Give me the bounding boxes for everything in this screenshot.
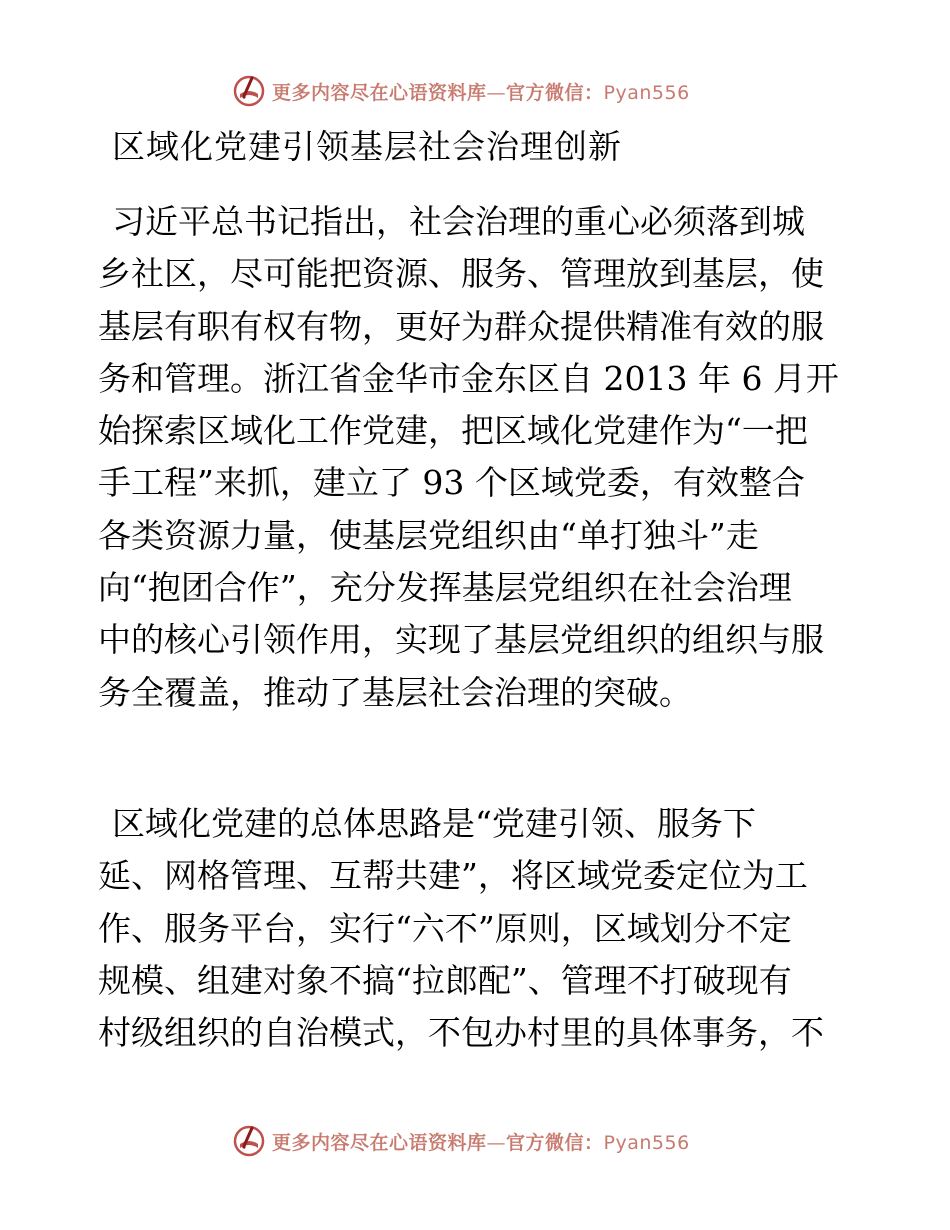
text-line: 作、服务平台，实行“六不”原则，区域划分不定 [98, 908, 792, 948]
watermark-main: 更多内容尽在心语资料库 [272, 1131, 487, 1154]
watermark-label: 官方微信： [506, 81, 604, 104]
paragraph-2 [98, 798, 858, 1059]
watermark-label: 官方微信： [506, 1131, 604, 1154]
watermark-text [272, 78, 690, 105]
book-quill-logo-icon [232, 74, 266, 108]
text-line: 各类资源力量，使基层党组织由“单打独斗”走 [98, 515, 759, 555]
watermark-main: 更多内容尽在心语资料库 [272, 81, 487, 104]
text-line: 务全覆盖，推动了基层社会治理的突破。 [98, 672, 692, 712]
text-line: 习近平总书记指出，社会治理的重心必须落到城 [112, 202, 805, 241]
text-line: 区域化党建的总体思路是“党建引领、服务下 [112, 804, 756, 843]
watermark-separator: — [486, 1131, 507, 1154]
watermark-account: Pyan556 [603, 1131, 690, 1154]
text-line: 村级组织的自治模式，不包办村里的具体事务，不 [98, 1013, 824, 1053]
text-line: 向“抱团合作”，充分发挥基层党组织在社会治理 [98, 568, 792, 608]
book-quill-logo-icon [232, 1124, 266, 1158]
watermark-account: Pyan556 [603, 81, 690, 104]
text-line: 乡社区，尽可能把资源、服务、管理放到基层，使 [98, 254, 824, 294]
text-line: 延、网格管理、互帮共建”，将区域党委定位为工 [98, 856, 808, 896]
document-title: 区域化党建引领基层社会治理创新 [112, 127, 622, 166]
paragraph-1 [98, 196, 858, 719]
watermark-separator: — [486, 81, 507, 104]
text-line: 中的核心引领作用，实现了基层党组织的组织与服 [98, 620, 824, 660]
watermark-text [272, 1128, 690, 1155]
text-line: 规模、组建对象不搞“拉郎配”、管理不打破现有 [98, 960, 792, 1000]
text-line: 务和管理。浙江省金华市金东区自 2013 年 6 月开 [98, 358, 839, 398]
text-line: 始探索区域化工作党建，把区域化党建作为“一把 [98, 411, 808, 451]
text-line: 手工程”来抓，建立了 93 个区域党委，有效整合 [98, 463, 805, 503]
footer-watermark [232, 1124, 690, 1158]
text-line: 基层有职有权有物，更好为群众提供精准有效的服 [98, 306, 824, 346]
header-watermark [232, 74, 690, 108]
